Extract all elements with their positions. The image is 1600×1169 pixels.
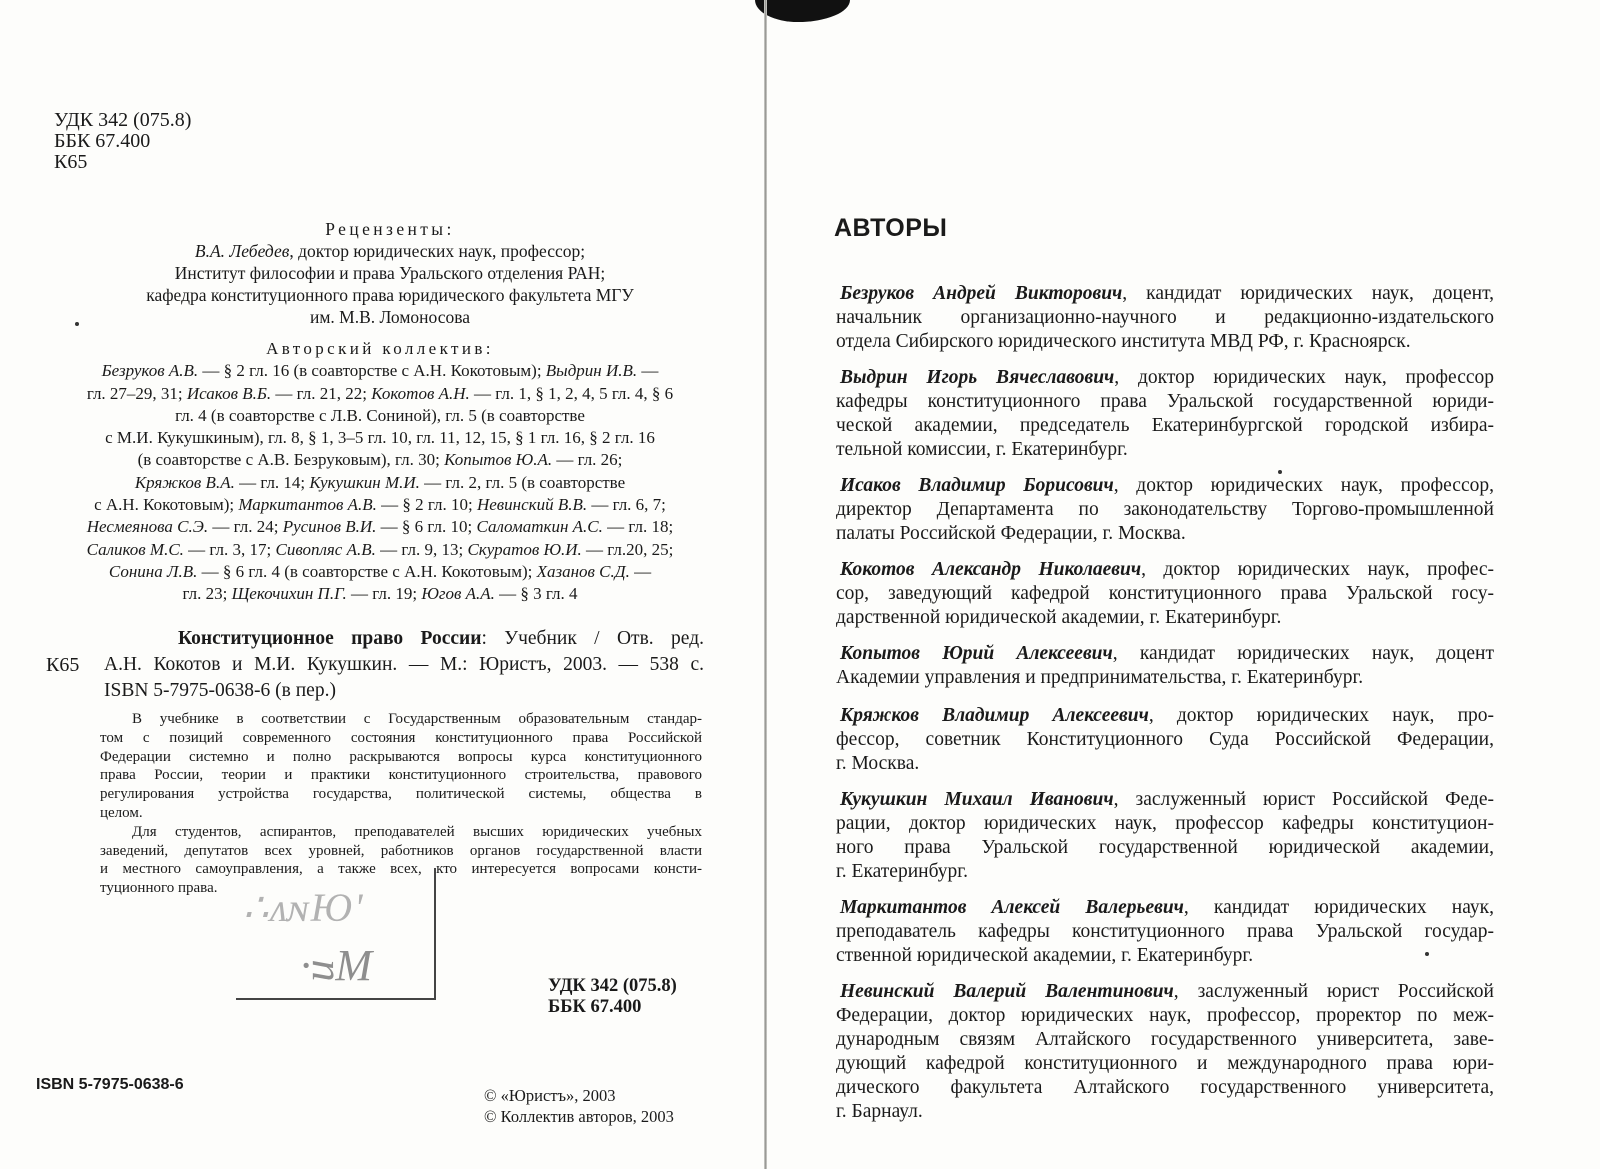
udk-code: УДК 342 (075.8) [54, 109, 192, 131]
author-line: г. Екатеринбург. [836, 861, 968, 882]
collective-author-name: Скуратов Ю.И. [467, 539, 582, 559]
abstract-line: том с позиций современного состояния конституционного права Российской [100, 729, 702, 746]
author-name: Кряжков Владимир Алексеевич [840, 705, 1149, 726]
abstract-line: и местного самоуправления, а также всех, кто интересуется вопросами консти- [100, 861, 702, 878]
author-line: г. Барнаул. [836, 1101, 923, 1122]
author-entry [836, 704, 1494, 776]
book-title: Конституционное право России [178, 628, 482, 649]
collective-line [40, 427, 720, 449]
collective-chapters: — гл. 14; [234, 472, 310, 492]
udk-code-lower: УДК 342 (075.8) [548, 976, 677, 996]
author-entry [836, 558, 1494, 630]
author-line: дического факультета Алтайского государственного университета, [836, 1077, 1494, 1098]
collective-author-name: Копытов Ю.А. [444, 450, 553, 470]
author-line [836, 896, 1494, 920]
abstract-line: В учебнике в соответствии с Государственным образовательным стандар- [132, 711, 702, 727]
collective-line [40, 360, 720, 382]
author-line: сор, заведующий кафедрой конституционного права Уральской госу- [836, 583, 1494, 604]
bbk-code: ББК 67.400 [54, 130, 151, 152]
collective-author-name: Сонина Л.В. [108, 561, 198, 581]
collective-chapters: — гл. 21, 22; [271, 383, 372, 403]
author-line: фессор, советник Конституционного Суда Российской Федерации, [836, 729, 1494, 750]
author-line: преподаватель кафедры конституционного права Уральской государ- [836, 921, 1494, 942]
collective-line [40, 472, 720, 494]
author-line: г. Москва. [836, 753, 920, 774]
author-entry [836, 474, 1494, 546]
collective-line [40, 583, 720, 605]
abstract-line: права России, теории и практики конституционного строительства, правового [100, 767, 702, 784]
collective-author-name: Кокотов А.Н. [371, 383, 470, 403]
author-description: , доктор юридических наук, профессор [1114, 367, 1495, 388]
collective-author-name: Югов А.А. [421, 584, 495, 604]
stamp-mark: ∴ᴧɴЮ' [243, 885, 365, 930]
author-name: Выдрин Игорь Вячеславович [840, 367, 1115, 388]
author-line: начальник организационно-научного и редакционно-издательского [836, 307, 1494, 328]
collective-chapters: — [637, 361, 659, 381]
collective-line [40, 494, 720, 516]
abstract-line: туционного права. [100, 880, 218, 897]
author-entry [836, 896, 1494, 968]
author-line: кафедры конституционного права Уральской государственной юриди- [836, 391, 1494, 412]
author-collective-block [40, 338, 720, 606]
reviewer-department-cont: им. М.В. Ломоносова [309, 307, 471, 327]
author-description: , доктор юридических наук, профессор, [1113, 475, 1494, 496]
author-name: Исаков Владимир Борисович [840, 475, 1114, 496]
collective-author-name: Безруков А.В. [101, 361, 199, 381]
author-line [836, 980, 1494, 1004]
author-entry [836, 980, 1494, 1124]
reviewer-line [50, 240, 730, 262]
copyright-authors: © Коллектив авторов, 2003 [484, 1107, 674, 1126]
authors-heading: АВТОРЫ [834, 214, 948, 242]
author-line [836, 788, 1494, 812]
author-line [836, 366, 1494, 390]
collective-author-name: Саликов М.С. [86, 539, 184, 559]
author-description: , заслуженный юрист Российской [1173, 981, 1494, 1002]
author-line: рации, доктор юридических наук, профессор кафедры конституцион- [836, 813, 1494, 834]
collective-chapters: с А.Н. Кокотовым); [94, 495, 239, 515]
collective-chapters: — гл. 6, 7; [587, 495, 666, 515]
stamp-mark: ·ᴝΜ [300, 941, 373, 990]
author-description: , кандидат юридических наук, доцент [1112, 643, 1495, 664]
author-line: Академии управления и предпринимательства, г. Екатеринбург. [836, 667, 1364, 688]
collective-chapters: — § 6 гл. 4 (в соавторстве с А.Н. Кокотовым); [197, 561, 537, 581]
collective-line [40, 516, 720, 538]
author-line: ного права Уральской государственной юридической академии, [836, 837, 1494, 858]
collective-author-name: Сивопляс А.В. [275, 539, 376, 559]
collective-author-name: Невинский В.В. [476, 495, 588, 515]
collective-line [40, 449, 720, 471]
author-description: , доктор юридических наук, профес- [1141, 559, 1494, 580]
collective-author-name: Несмеянова С.Э. [86, 517, 209, 537]
author-line [836, 704, 1494, 728]
author-name: Невинский Валерий Валентинович [840, 981, 1174, 1002]
author-line [836, 474, 1494, 498]
collective-author-name: Русинов В.И. [282, 517, 377, 537]
collective-line [40, 561, 720, 583]
author-line: директор Департамента по законодательству Торгово-промышленной [836, 499, 1494, 520]
author-entry [836, 642, 1494, 690]
author-line: дународным связям Алтайского государственного университета, заве- [836, 1029, 1494, 1050]
author-entry [836, 366, 1494, 462]
reviewers-block [50, 218, 730, 328]
collective-chapters: (в соавторстве с А.В. Безруковым), гл. 30; [137, 450, 445, 470]
isbn-number: ISBN 5-7975-0638-6 [36, 1076, 184, 1093]
collective-chapters: — § 6 гл. 10; [376, 517, 477, 537]
author-line: ственной юридической академии, г. Екатеринбург. [836, 945, 1254, 966]
author-line: палаты Российской Федерации, г. Москва. [836, 523, 1186, 544]
author-entry [836, 282, 1494, 354]
author-line: дующий кафедрой конституционного и международного права юри- [836, 1053, 1494, 1074]
author-mark: К65 [54, 151, 88, 173]
author-line [836, 558, 1494, 582]
collective-author-name: Выдрин И.В. [545, 361, 638, 381]
collective-author-name: Саломаткин А.С. [476, 517, 603, 537]
collective-chapters: — гл. 1, § 1, 2, 4, 5 гл. 4, § 6 [469, 383, 674, 403]
collective-chapters: гл. 23; [182, 584, 232, 604]
author-entry [836, 788, 1494, 884]
reviewer-desc: , доктор юридических наук, профессор; [289, 241, 586, 261]
collective-chapters: — гл. 3, 17; [183, 539, 276, 559]
abstract-line: регулирования устройства государства, политической системы, общества в [100, 786, 702, 803]
collective-author-name: Щекочихин П.Г. [231, 584, 347, 604]
collective-chapters: с М.И. Кукушкиным), гл. 8, § 1, 3–5 гл. 10, гл. 11, 12, 15, § 1 гл. 16, § 2 гл. 16 [105, 428, 655, 448]
collective-line [40, 539, 720, 561]
collective-line [40, 383, 720, 405]
author-description: , заслуженный юрист Российской Феде- [1113, 789, 1495, 810]
author-line: дарственной юридической академии, г. Екатеринбург. [836, 607, 1282, 628]
reviewer-institution: Институт философии и права Уральского отделения РАН; [174, 263, 606, 283]
author-name: Кукушкин Михаил Иванович [840, 789, 1114, 810]
abstract-line: Федерации системно и полно раскрываются вопросы курса конституционного [100, 748, 702, 765]
collective-chapters: — гл.20, 25; [581, 539, 674, 559]
collective-author-name: Маркитантов А.В. [238, 495, 377, 515]
author-line: ческой академии, председатель Екатеринбургской городской избира- [836, 415, 1494, 436]
reviewer-department: кафедра конституционного права юридического факультета МГУ [146, 285, 634, 305]
abstract-line: целом. [100, 804, 143, 821]
author-name: Копытов Юрий Алексеевич [840, 643, 1113, 664]
author-line [836, 642, 1494, 666]
collective-chapters: гл. 4 (в соавторстве с Л.В. Сониной), гл. 5 (в соавторстве [175, 405, 585, 425]
book-subtitle: : Учебник / Отв. ред. [481, 628, 704, 649]
biblio-title-line [104, 626, 704, 652]
author-description: , кандидат юридических наук, доцент, [1122, 283, 1494, 304]
collective-chapters: — § 2 гл. 16 (в соавторстве с А.Н. Кокотовым); [198, 361, 546, 381]
classification-codes [54, 110, 191, 173]
collective-chapters: — § 2 гл. 10; [376, 495, 477, 515]
collective-line [40, 405, 720, 427]
collective-chapters: — гл. 9, 13; [375, 539, 468, 559]
author-description: , доктор юридических наук, про- [1148, 705, 1494, 726]
collective-title: Авторский коллектив: [266, 339, 494, 358]
author-name: Маркитантов Алексей Валерьевич [840, 897, 1184, 918]
collective-chapters: — [629, 561, 652, 581]
abstract-line: Для студентов, аспирантов, преподавателей высших юридических учебных [132, 823, 702, 840]
collective-author-name: Исаков В.Б. [186, 383, 272, 403]
collective-chapters: — гл. 26; [552, 450, 623, 470]
collective-author-name: Кукушкин М.И. [309, 472, 420, 492]
author-name: Кокотов Александр Николаевич [840, 559, 1142, 580]
author-line: отдела Сибирского юридического института МВД РФ, г. Красноярск. [836, 331, 1411, 352]
copyright-block [484, 1085, 674, 1127]
copyright-publisher: © «Юристъ», 2003 [484, 1086, 616, 1105]
author-name: Безруков Андрей Викторович [840, 283, 1123, 304]
collective-chapters: гл. 27–29, 31; [86, 383, 187, 403]
lower-classification-codes [548, 976, 677, 1018]
biblio-editors-line: А.Н. Кокотов и М.И. Кукушкин. — М.: Юристъ, 2003. — 538 с. [104, 654, 704, 675]
bbk-code-lower: ББК 67.400 [548, 997, 642, 1017]
collective-author-name: Хазанов С.Д. [536, 561, 630, 581]
biblio-text [104, 626, 704, 704]
biblio-author-mark: К65 [46, 654, 80, 676]
reviewer-name: В.А. Лебедев [194, 241, 290, 261]
biblio-isbn-line: ISBN 5-7975-0638-6 (в пер.) [104, 680, 336, 701]
collective-chapters: — § 3 гл. 4 [494, 584, 578, 604]
collective-chapters: — гл. 19; [346, 584, 422, 604]
author-line: Федерации, доктор юридических наук, профессор, проректор по меж- [836, 1005, 1494, 1026]
author-description: , кандидат юридических наук, [1183, 897, 1494, 918]
collective-chapters: — гл. 24; [208, 517, 283, 537]
abstract-line: заведений, депутатов всех уровней, работников органов государственной власти [100, 842, 702, 859]
reviewers-title: Рецензенты: [325, 219, 455, 239]
author-line: тельной комиссии, г. Екатеринбург. [836, 439, 1128, 460]
collective-chapters: — гл. 2, гл. 5 (в соавторстве [419, 472, 626, 492]
right-page [800, 0, 1600, 1169]
collective-author-name: Кряжков В.А. [134, 472, 235, 492]
author-line [836, 282, 1494, 306]
collective-chapters: — гл. 18; [602, 517, 674, 537]
